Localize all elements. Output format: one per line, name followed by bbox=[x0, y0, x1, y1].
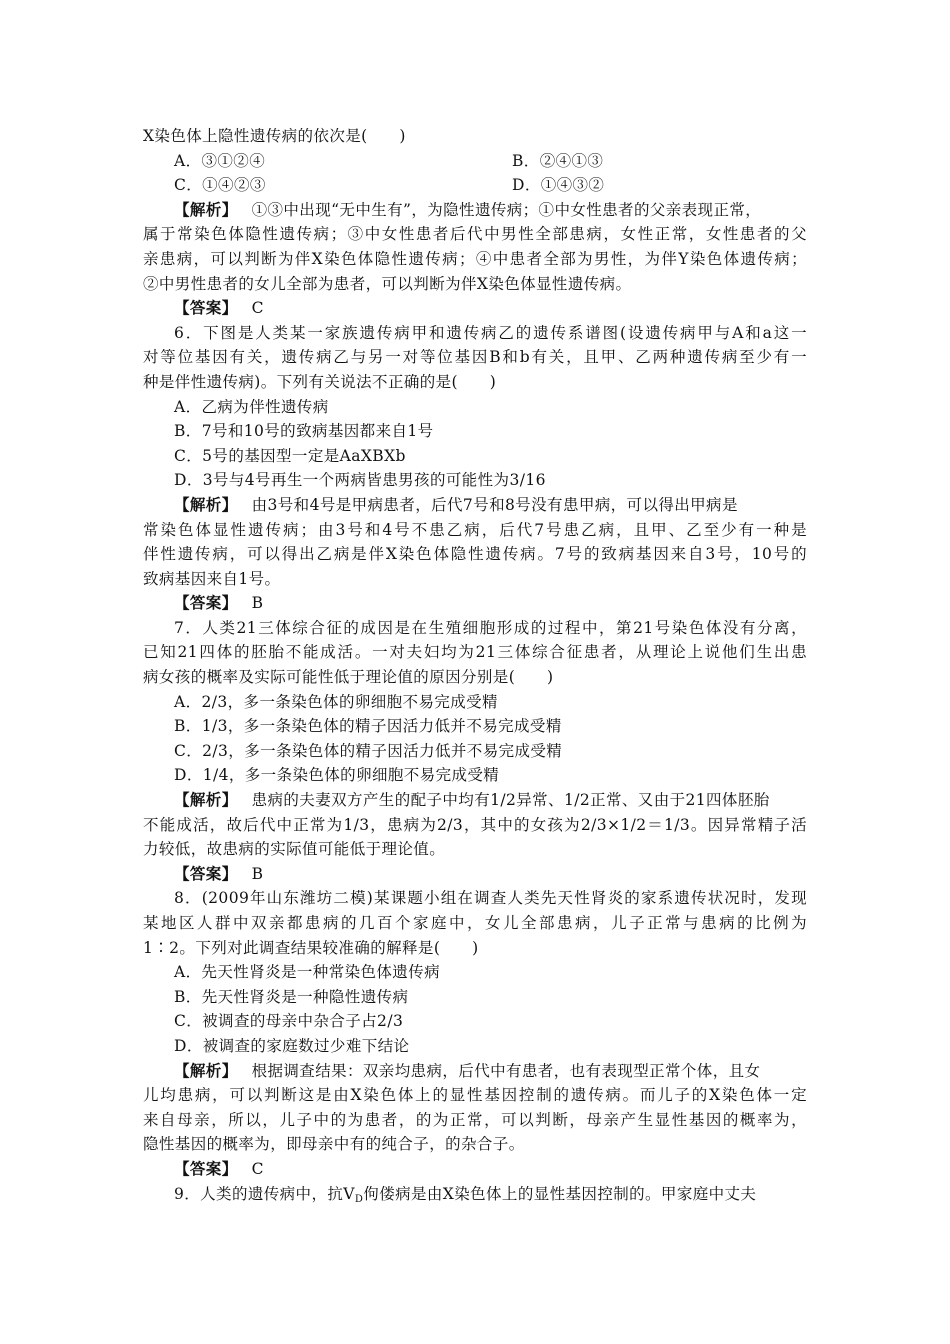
analysis-line: 致病基因来自1号。 bbox=[143, 569, 281, 588]
question-7-stem: 已知21四体的胚胎不能成活。一对夫妇均为21三体综合征患者，从理论上说他们生出患 bbox=[143, 643, 807, 662]
question-8-stem: 1∶2。下列对此调查结果较准确的解释是( ) bbox=[143, 938, 479, 957]
analysis-line: 亲患病，可以判断为伴X染色体隐性遗传病；④中患者全部为男性，为伴Y染色体遗传病； bbox=[143, 249, 807, 268]
analysis-line: ②中男性患者的女儿全部为患者，可以判断为伴X染色体显性遗传病。 bbox=[143, 274, 632, 293]
analysis-text: ①③中出现“无中生有”，为隐性遗传病；①中女性患者的父亲表现正常， bbox=[251, 200, 762, 219]
option-c: C．5号的基因型一定是AaXBXb bbox=[174, 446, 406, 465]
answer-line bbox=[143, 591, 807, 616]
analysis-line: 力较低，故患病的实际值可能低于理论值。 bbox=[143, 840, 446, 859]
option-a: A．2/3，多一条染色体的卵细胞不易完成受精 bbox=[174, 692, 498, 711]
analysis-label: 【解析】 bbox=[174, 1060, 238, 1080]
analysis-label: 【解析】 bbox=[174, 494, 238, 514]
option-b: B．②④①③ bbox=[512, 151, 604, 170]
analysis-line: 隐性基因的概率为，即母亲中有的纯合子，的杂合子。 bbox=[143, 1135, 525, 1154]
answer-value: B bbox=[251, 864, 264, 883]
option-d: D．1/4，多一条染色体的卵细胞不易完成受精 bbox=[174, 766, 500, 785]
option-d: D．3号与4号再生一个两病皆患男孩的可能性为3/16 bbox=[174, 471, 546, 490]
option-b: B．7号和10号的致病基因都来自1号 bbox=[174, 422, 434, 441]
analysis-line: 常染色体显性遗传病；由3号和4号不患乙病，后代7号患乙病，且甲、乙至少有一种是 bbox=[143, 520, 807, 539]
question-6-stem: 种是伴性遗传病)。下列有关说法不正确的是( ) bbox=[143, 372, 497, 391]
option-c: C．2/3，多一条染色体的精子因活力低并不易完成受精 bbox=[174, 741, 563, 760]
question-7-stem: 7．人类21三体综合征的成因是在生殖细胞形成的过程中，第21号染色体没有分离， bbox=[174, 618, 807, 637]
analysis-text: 患病的夫妻双方产生的配子中均有1/2异常、1/2正常、又由于21四体胚胎 bbox=[251, 791, 770, 810]
question-5-options-row-2 bbox=[143, 173, 807, 198]
answer-label: 【答案】 bbox=[174, 593, 238, 613]
analysis-line bbox=[143, 1059, 807, 1084]
question-5-stem-end: X染色体上隐性遗传病的依次是( ) bbox=[143, 127, 406, 145]
subscript-d: D bbox=[354, 1193, 364, 1205]
analysis-line: 儿均患病，可以判断这是由X染色体上的显性基因控制的遗传病。而儿子的X染色体一定 bbox=[143, 1086, 807, 1105]
answer-line bbox=[143, 862, 807, 887]
document-page bbox=[143, 124, 807, 1206]
answer-label: 【答案】 bbox=[174, 863, 238, 883]
analysis-text: 根据调查结果：双亲均患病，后代中有患者，也有表现型正常个体，且女 bbox=[251, 1061, 761, 1080]
answer-label: 【答案】 bbox=[174, 298, 238, 318]
analysis-line: 来自母亲，所以，儿子中的为患者，的为正常，可以判断，母亲产生显性基因的概率为， bbox=[143, 1110, 807, 1129]
option-b: B．先天性肾炎是一种隐性遗传病 bbox=[174, 987, 409, 1006]
option-c: C．①④②③ bbox=[174, 176, 266, 195]
answer-value: C bbox=[251, 1159, 264, 1178]
option-d: D．被调查的家庭数过少难下结论 bbox=[174, 1036, 410, 1055]
question-8-stem: 8．(2009年山东潍坊二模)某课题小组在调查人类先天性肾炎的家系遗传状况时，发现 bbox=[174, 889, 807, 908]
question-9-text-end: 佝偻病是由X染色体上的显性基因控制的。甲家庭中丈夫 bbox=[363, 1184, 757, 1203]
question-9-text-start: 9．人类的遗传病中，抗V bbox=[174, 1184, 355, 1203]
option-b: B．1/3，多一条染色体的精子因活力低并不易完成受精 bbox=[174, 717, 562, 736]
analysis-line bbox=[143, 198, 807, 223]
analysis-line bbox=[143, 493, 807, 518]
analysis-line: 伴性遗传病，可以得出乙病是伴X染色体隐性遗传病。7号的致病基因来自3号，10号的 bbox=[143, 545, 807, 564]
analysis-line: 属于常染色体隐性遗传病；③中女性患者后代中男性全部患病，女性正常，女性患者的父 bbox=[143, 225, 807, 244]
answer-line bbox=[143, 296, 807, 321]
option-a: A．先天性肾炎是一种常染色体遗传病 bbox=[174, 963, 440, 982]
question-6-stem: 6．下图是人类某一家族遗传病甲和遗传病乙的遗传系谱图(设遗传病甲与A和a这一 bbox=[174, 323, 807, 342]
analysis-line bbox=[143, 788, 807, 813]
option-c: C．被调查的母亲中杂合子占2/3 bbox=[174, 1012, 404, 1031]
analysis-label: 【解析】 bbox=[174, 790, 238, 810]
question-8-stem: 某地区人群中双亲都患病的几百个家庭中，女儿全部患病，儿子正常与患病的比例为 bbox=[143, 914, 807, 932]
question-7-stem: 病女孩的概率及实际可能性低于理论值的原因分别是( ) bbox=[143, 668, 554, 687]
answer-value: B bbox=[251, 594, 264, 613]
analysis-text: 由3号和4号是甲病患者，后代7号和8号没有患甲病，可以得出甲病是 bbox=[251, 495, 738, 514]
option-d: D．①④③② bbox=[512, 176, 605, 195]
option-a: A．乙病为伴性遗传病 bbox=[174, 397, 329, 416]
answer-value: C bbox=[251, 299, 264, 318]
answer-label: 【答案】 bbox=[174, 1158, 238, 1178]
answer-line bbox=[143, 1157, 807, 1182]
question-9-stem bbox=[143, 1182, 807, 1207]
analysis-line: 不能成活，故后代中正常为1/3，患病为2/3，其中的女孩为2/3×1/2＝1/3。因异常精子活 bbox=[143, 815, 807, 834]
question-6-stem: 对等位基因有关，遗传病乙与另一对等位基因B和b有关，且甲、乙两种遗传病至少有一 bbox=[143, 348, 807, 367]
question-5-options-row-1 bbox=[143, 149, 807, 174]
analysis-label: 【解析】 bbox=[174, 199, 238, 219]
option-a: A．③①②④ bbox=[174, 151, 266, 170]
